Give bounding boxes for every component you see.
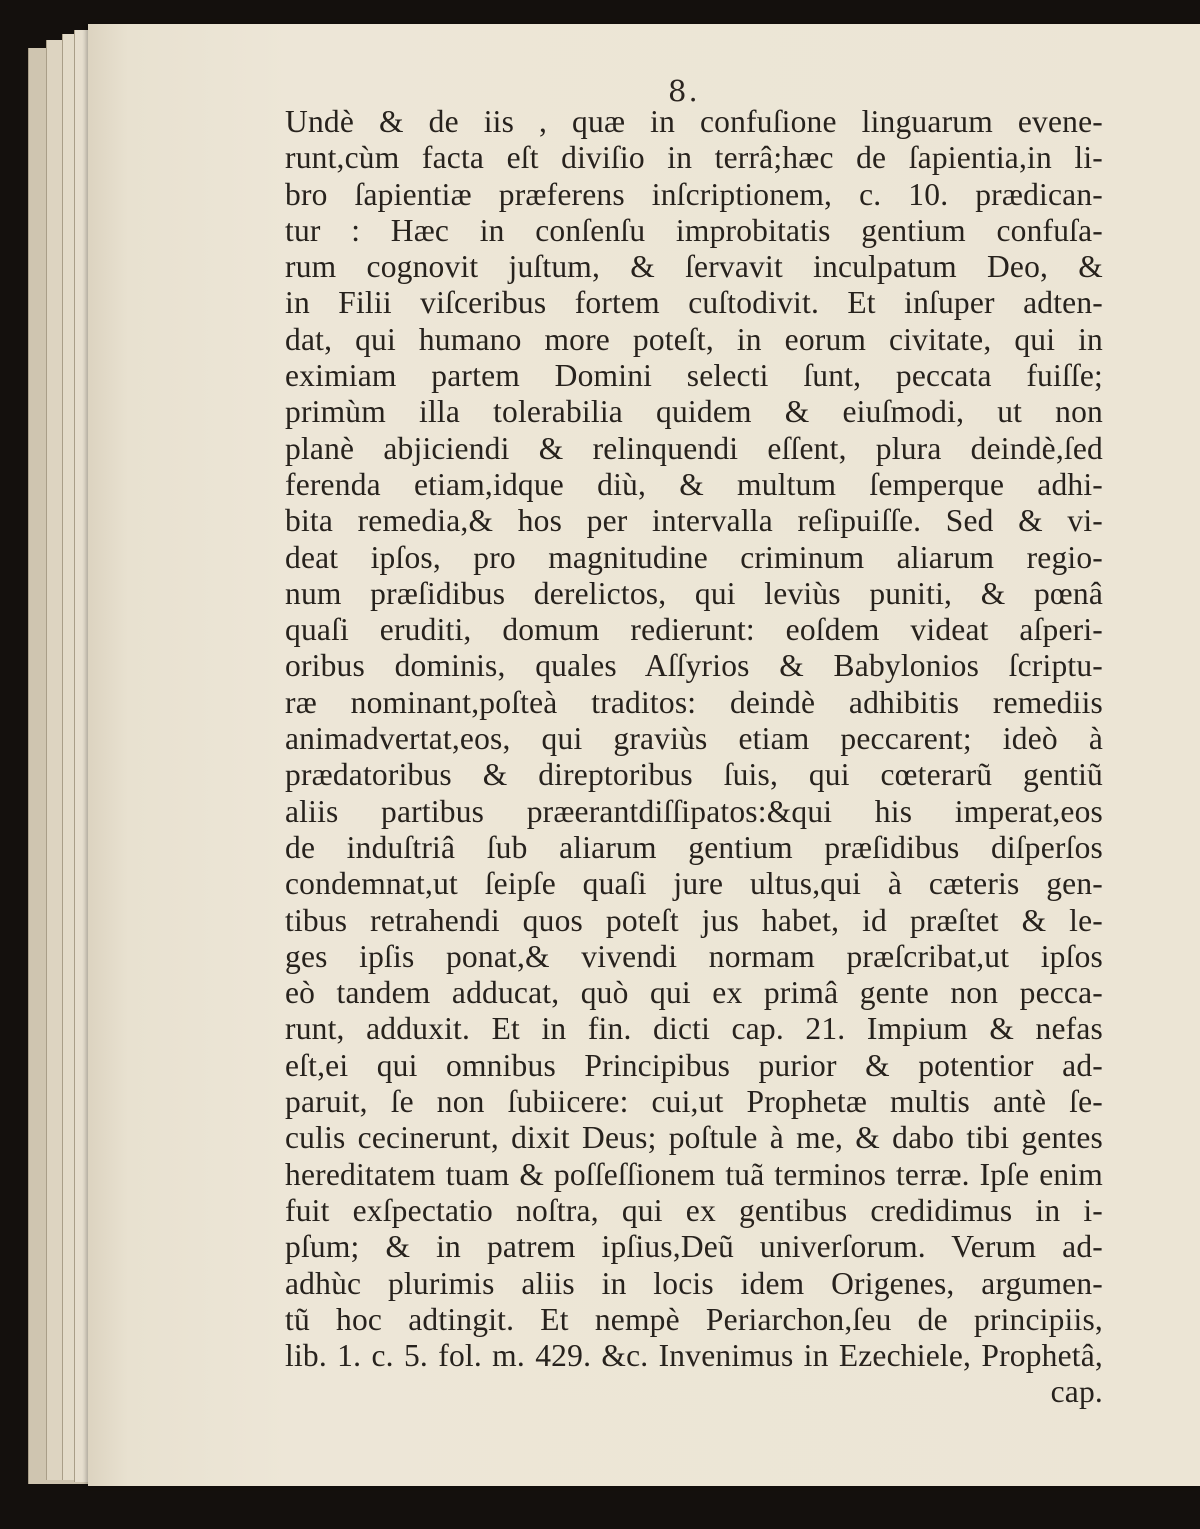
text-line: bro ſapientiæ præferens inſcriptionem, c. 10. prædican-: [285, 176, 1103, 212]
text-line: animadvertat,eos, qui graviùs etiam peccarent; ideò à: [285, 721, 1103, 757]
text-line: ges ipſis ponat,& vivendi normam præſcribat,ut ipſos: [285, 938, 1103, 974]
text-line: runt,cùm facta eſt diviſio in terrâ;hæc de ſapientia,in li-: [285, 140, 1103, 176]
text-line: culis cecinerunt, dixit Deus; poſtule à me, & dabo tibi gentes: [285, 1120, 1103, 1156]
text-line: condemnat,ut ſeipſe quaſi jure ultus,qui à cæteris gen-: [285, 866, 1103, 902]
text-line: tur : Hæc in conſenſu improbitatis gentium confuſa-: [285, 212, 1103, 248]
body-text: [285, 104, 1103, 1411]
text-line: rum cognovit juſtum, & ſervavit inculpatum Deo, &: [285, 249, 1103, 285]
text-line: deat ipſos, pro magnitudine criminum aliarum regio-: [285, 539, 1103, 575]
text-line: dat, qui humano more poteſt, in eorum civitate, qui in: [285, 321, 1103, 357]
text-line: aliis partibus præerantdiſſipatos:&qui his imperat,eos: [285, 793, 1103, 829]
text-line: hereditatem tuam & poſſeſſionem tuã terminos terræ. Ipſe enim: [285, 1156, 1103, 1192]
text-line: in Filii viſceribus fortem cuſtodivit. Et inſuper adten-: [285, 285, 1103, 321]
text-line: eò tandem adducat, quò qui ex primâ gente non pecca-: [285, 975, 1103, 1011]
text-line: lib. 1. c. 5. fol. m. 429. &c. Invenimus in Ezechiele, Prophetâ,: [285, 1338, 1103, 1374]
text-line: pſum; & in patrem ipſius,Deũ univerſorum. Verum ad-: [285, 1229, 1103, 1265]
text-line: primùm illa tolerabilia quidem & eiuſmodi, ut non: [285, 394, 1103, 430]
text-line: oribus dominis, quales Aſſyrios & Babylonios ſcriptu-: [285, 648, 1103, 684]
text-line: bita remedia,& hos per intervalla reſipuiſſe. Sed & vi-: [285, 503, 1103, 539]
text-line: ferenda etiam,idque diù, & multum ſemperque adhi-: [285, 466, 1103, 502]
text-line: eſt,ei qui omnibus Principibus purior & potentior ad-: [285, 1047, 1103, 1083]
text-line: planè abjiciendi & relinquendi eſſent, plura deindè,ſed: [285, 430, 1103, 466]
text-line: tũ hoc adtingit. Et nempè Periarchon,ſeu de principiis,: [285, 1301, 1103, 1337]
text-line: Undè & de iis , quæ in confuſione linguarum evene-: [285, 104, 1103, 139]
text-line: fuit exſpectatio noſtra, qui ex gentibus credidimus in i-: [285, 1192, 1103, 1228]
text-line: runt, adduxit. Et in fin. dicti cap. 21. Impium & nefas: [285, 1011, 1103, 1047]
text-line: de induſtriâ ſub aliarum gentium præſidibus diſperſos: [285, 829, 1103, 865]
text-line: ræ nominant,poſteà traditos: deindè adhibitis remediis: [285, 684, 1103, 720]
text-line: cap.: [1050, 1374, 1103, 1410]
text-line: quaſi eruditi, domum redierunt: eoſdem videat aſperi-: [285, 612, 1103, 648]
text-line: tibus retrahendi quos poteſt jus habet, id præſtet & le-: [285, 902, 1103, 938]
page-number: 8.: [668, 74, 700, 108]
text-line: adhùc plurimis aliis in locis idem Origenes, argumen-: [285, 1265, 1103, 1301]
text-line: prædatoribus & direptoribus ſuis, qui cœterarũ gentiũ: [285, 757, 1103, 793]
text-line: num præſidibus derelictos, qui leviùs puniti, & pœnâ: [285, 575, 1103, 611]
text-line: eximiam partem Domini selecti ſunt, peccata fuiſſe;: [285, 358, 1103, 394]
text-line: paruit, ſe non ſubiicere: cui,ut Prophetæ multis antè ſe-: [285, 1084, 1103, 1120]
